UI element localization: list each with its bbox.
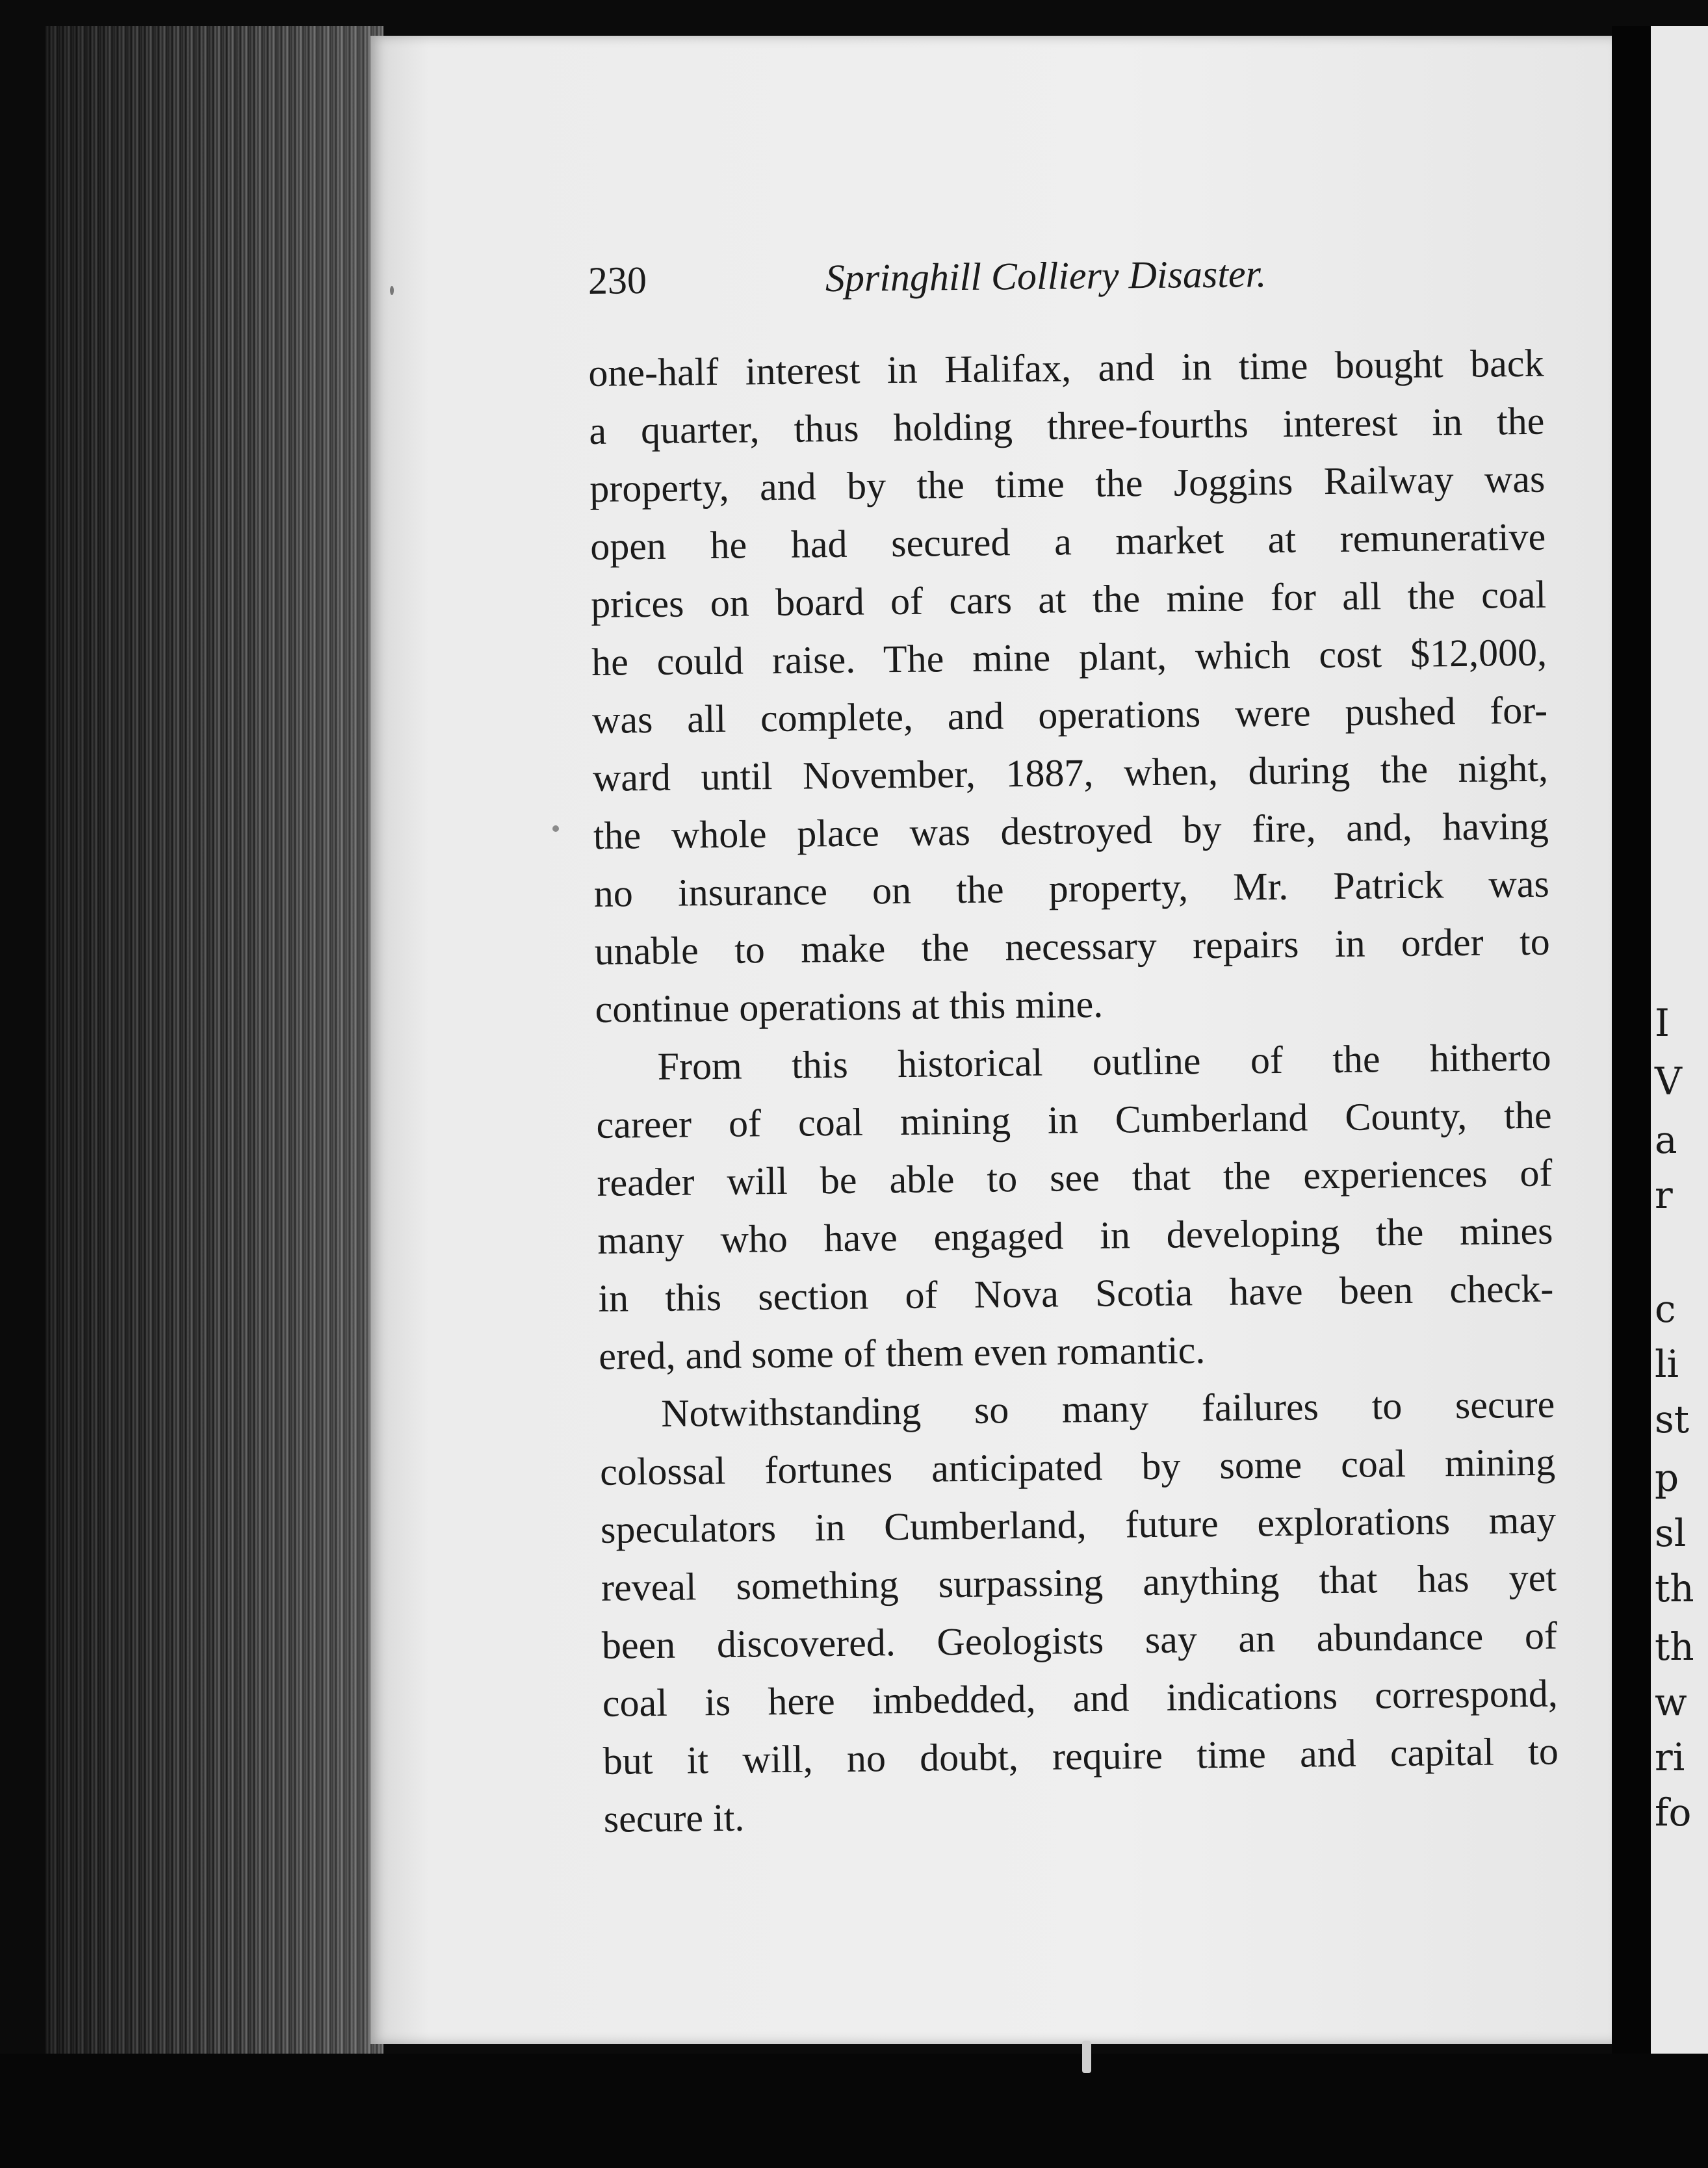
text-line: in this section of Nova Scotia have been check- [598,1267,1554,1320]
paper-speck [552,825,559,832]
facing-text-fragment: sl [1655,1511,1687,1555]
facing-text-fragment: V [1655,1059,1682,1103]
paragraph-1 [588,335,1551,1039]
paragraph-3 [599,1376,1559,1848]
text-line: a quarter, thus holding three-fourths interest in the [589,399,1545,452]
text-line: property, and by the time the Joggins Railway was [589,457,1546,510]
text-line: he could raise. The mine plant, which cost $12,000, [591,630,1547,684]
facing-page-edge [1651,26,1708,2060]
text-line: colossal fortunes anticipated by some coal mining [599,1440,1556,1493]
text-line: reader will be able to see that the experiences of [597,1151,1553,1204]
text-line: coal is here imbedded, and indications correspond, [602,1671,1559,1725]
text-line: speculators in Cumberland, future explorations may [600,1498,1557,1551]
facing-text-fragment: li [1655,1342,1679,1386]
page-number: 230 [588,259,647,302]
text-line: been discovered. Geologists say an abundance of [601,1614,1558,1667]
text-line: career of coal mining in Cumberland County, the [596,1093,1552,1146]
facing-text-fragment: w [1655,1680,1687,1724]
running-title: Springhill Colliery Disaster. [825,252,1267,300]
page-gutter [1612,26,1651,2067]
text-line: Notwithstanding so many failures to secure [660,1382,1555,1435]
facing-text-fragment: ri [1655,1735,1685,1779]
body-text [588,335,1559,1848]
paper-mark [1082,2041,1091,2073]
facing-text-fragment: r [1655,1173,1673,1217]
text-line: continue operations at this mine. [595,982,1104,1031]
paper-speck [390,286,394,295]
text-line: unable to make the necessary repairs in order to [594,920,1551,973]
paragraph-2 [595,1029,1555,1386]
text-line: but it will, no doubt, require time and capital to [602,1729,1559,1783]
text-line: reveal something surpassing anything that has yet [601,1556,1557,1609]
text-line: open he had secured a market at remunerative [589,515,1546,568]
text-line: ward until November, 1887, when, during the night, [592,746,1549,799]
facing-text-fragment: fo [1655,1790,1692,1835]
text-line: many who have engaged in developing the mines [597,1209,1553,1262]
facing-text-fragment: p [1655,1456,1679,1500]
text-line: From this historical outline of the hitherto [657,1035,1551,1088]
text-line: one-half interest in Halifax, and in time bought back [588,341,1544,394]
facing-text-fragment: st [1655,1397,1690,1441]
text-line: ered, and some of them even romantic. [598,1328,1206,1378]
facing-text-fragment: th [1655,1625,1694,1669]
text-line: prices on board of cars at the mine for all the coal [590,573,1547,626]
stacked-page-edges [45,26,383,2054]
text-line: secure it. [603,1796,745,1840]
text-line: was all complete, and operations were pushed for- [591,688,1548,742]
facing-text-fragment: I [1655,1001,1670,1045]
facing-text-fragment: c [1655,1287,1676,1331]
facing-text-fragment: a [1655,1118,1677,1162]
facing-text-fragment: th [1655,1566,1694,1610]
scan-bottom-border [0,2054,1708,2168]
running-head [588,251,1317,311]
text-line: the whole place was destroyed by fire, and, having [593,804,1549,857]
text-line: no insurance on the property, Mr. Patrick was [593,862,1550,915]
